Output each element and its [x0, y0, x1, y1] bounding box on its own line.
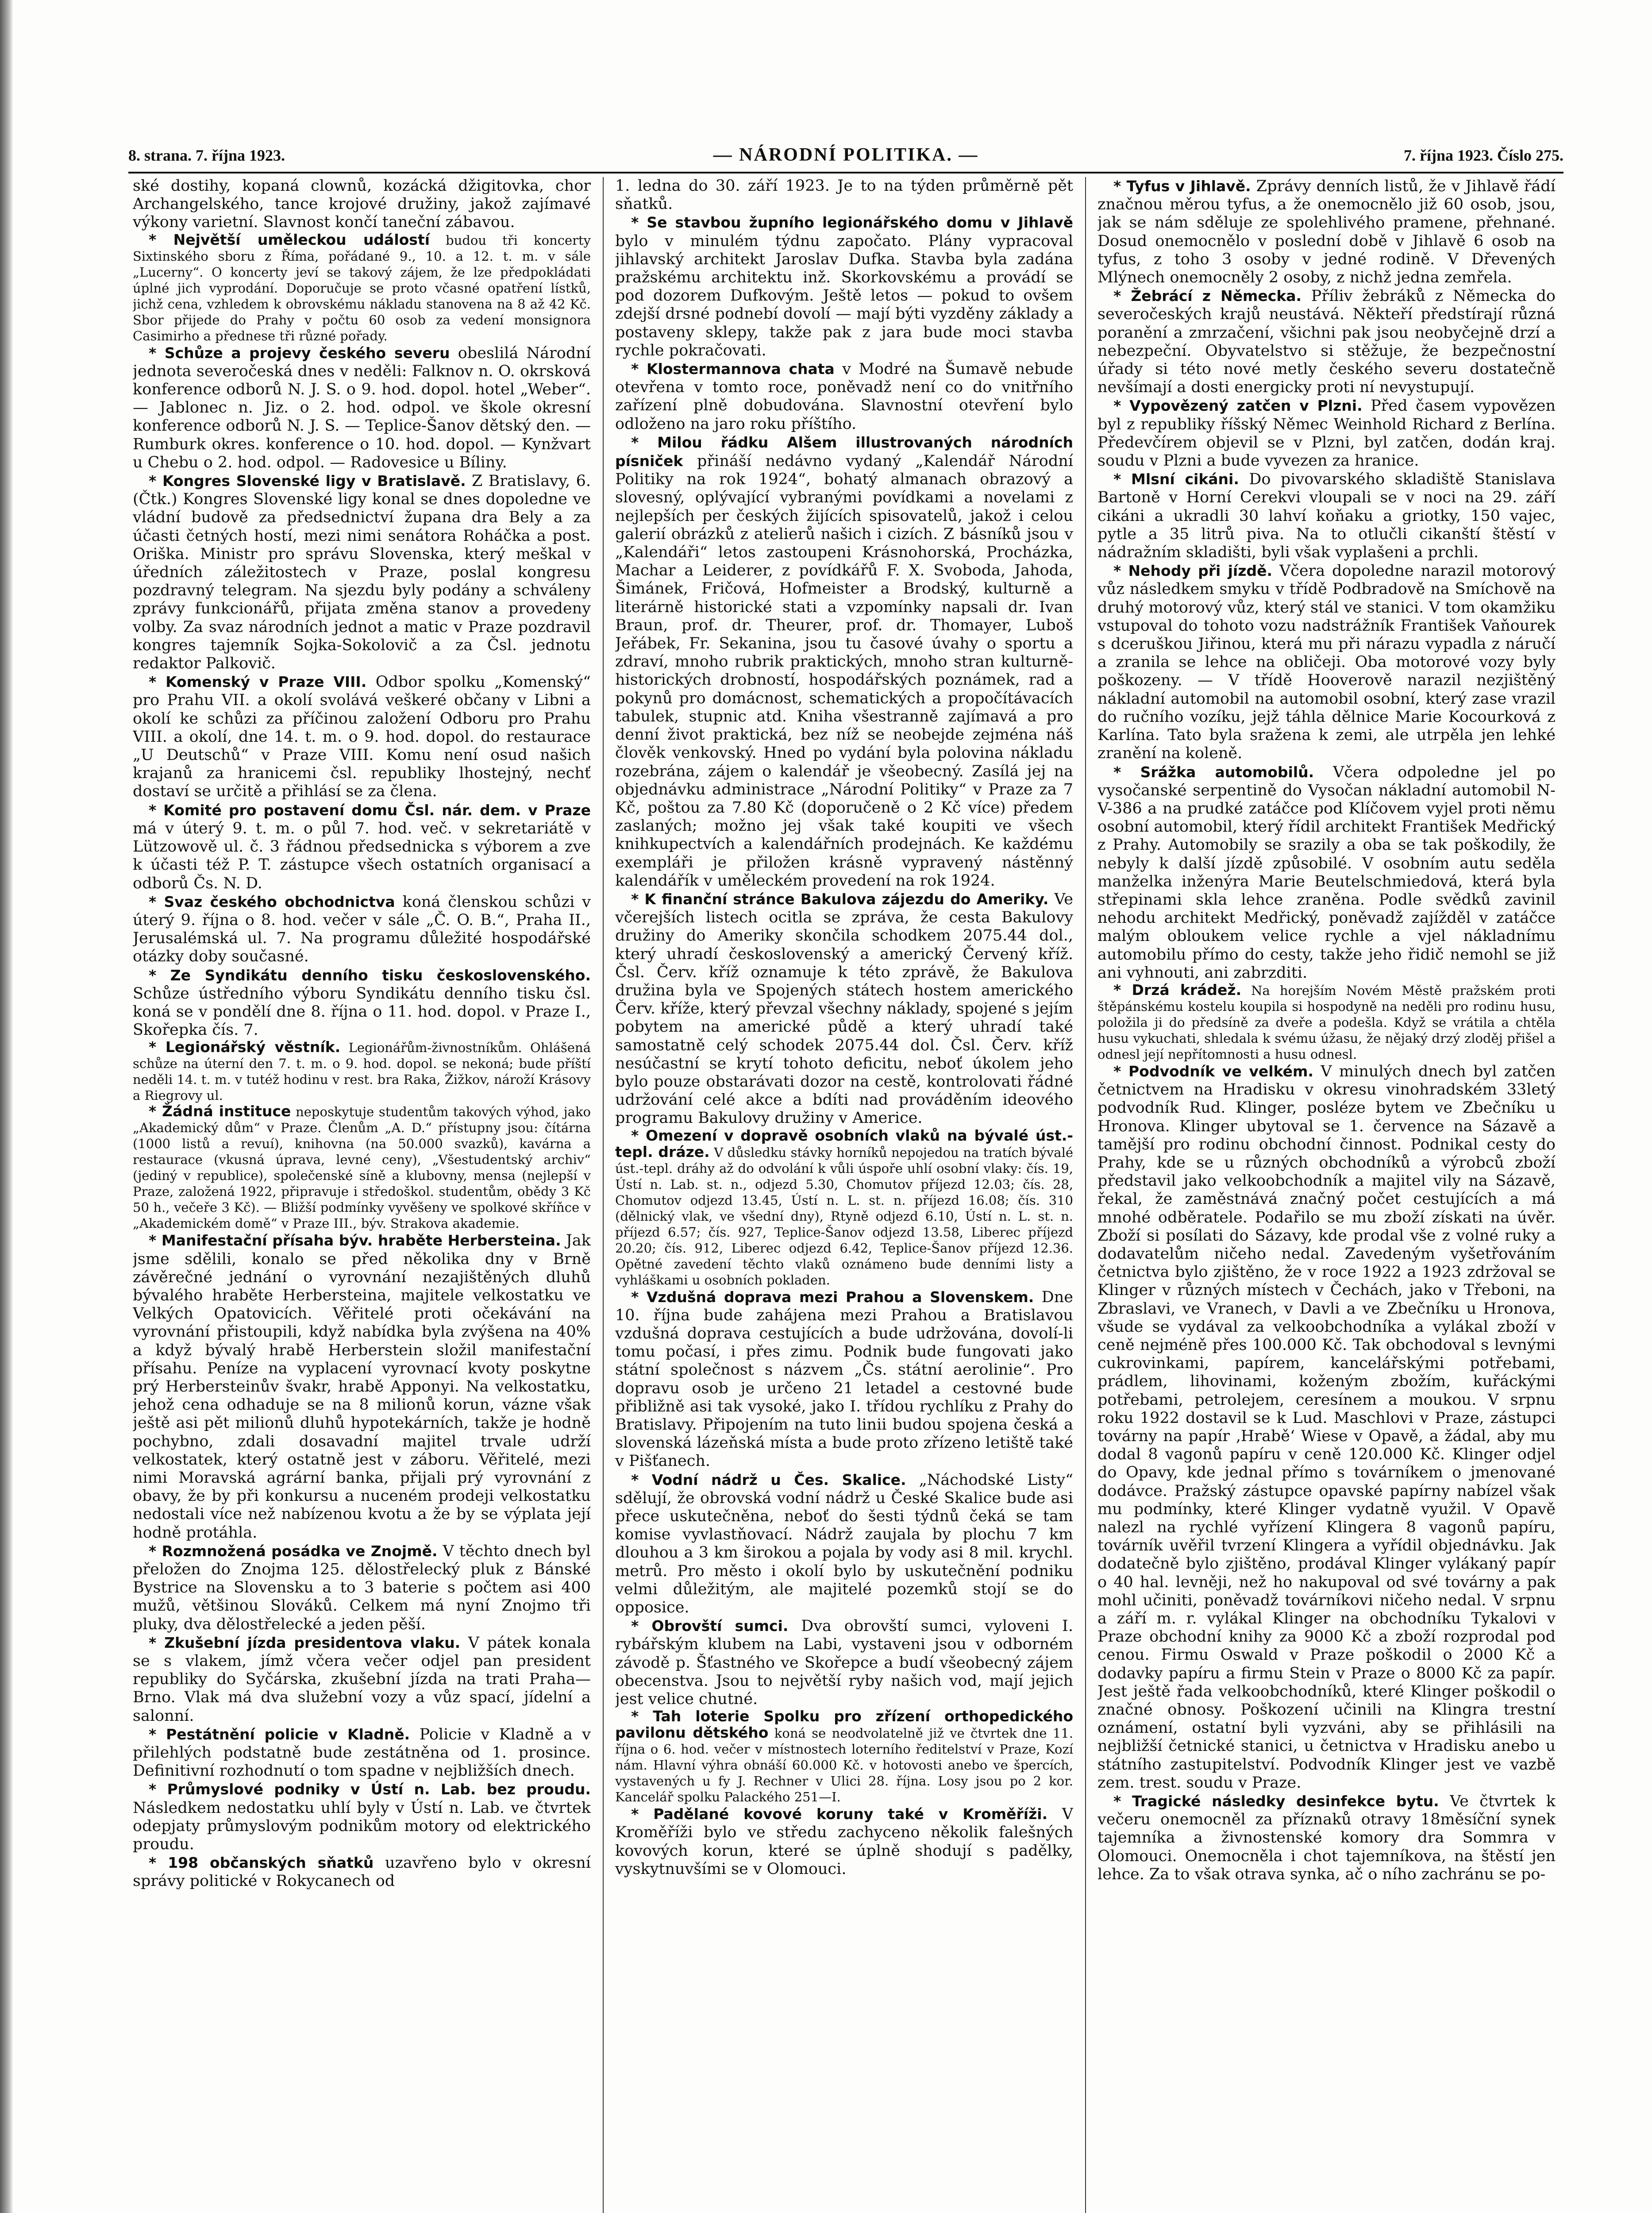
article: [1097, 982, 1556, 1062]
article-body: koná se neodvolatelně již ve čtvrtek dne 11. října o 6. hod. večer v místnostech loterního ředitelství v Praze, Kozí nám. Hlavní výhra obnáší 60.000 Kč. v hotovosti anebo ve špercích, vystavených u fy J. Rechner v Ulici 28. října. Losy jsou po 2 kor. Kancelář spolku Palackého 251—I.: [615, 1726, 1073, 1805]
article: [133, 1542, 591, 1634]
article: [133, 1103, 591, 1231]
article-heading: * Podvodník ve velkém.: [1113, 1062, 1313, 1080]
article: [615, 1128, 1073, 1288]
article: [615, 890, 1073, 1128]
article: [133, 1780, 591, 1854]
article-body: V Kroměříži bylo ve středu zachyceno několik falešných kovových korun, které se úplně shodují s padělky, vyskytnuvšími se v Olomouci.: [615, 1805, 1073, 1878]
article-heading: * Ze Syndikátu denního tisku československého.: [149, 966, 591, 984]
column-divider-1: [603, 177, 604, 2213]
article-body: Schůze ústředního výboru Syndikátu denního tisku čsl. koná se v pondělí dne 8. října o 11. hod. dopol. v Praze I., Skořepka čís. 7.: [133, 984, 591, 1039]
article-heading: * Komité pro postavení domu Čsl. nár. dem. v Praze: [149, 801, 591, 819]
article-body: Do pivovarského skladiště Stanislava Bartoně v Horní Cerekvi vloupali se v noci na 29. září cikáni a ukradli 30 lahví koňaku a griotky, 150 vajec, pytle a 35 litrů piva. Na to otlučli cikanští štěstí v nádražním skladišti, byli však vyplašeni a prchli.: [1097, 470, 1556, 562]
column-3: [1097, 177, 1556, 2213]
article-heading: * Tah loterie Spolku pro zřízení orthopedického pavilonu dětského: [615, 1708, 1073, 1742]
article-heading: * Komenský v Praze VIII.: [149, 673, 367, 691]
article-body: neposkytuje studentům takových výhod, jako „Akademický dům“ v Praze. Členům „A. D.“ přístupny jsou: čítárna (1000 listů a revuí), knihovna (na 50.000 svazků), kavárna a restaurace (vkusná úprava, levné ceny), „Všestudentský archiv“ (jediný v republice), společenské síně a klubovny, mensa (nejlepší v Praze, založená 1922, připravuje i středoškol. studentům, obědy 3 Kč 50 h., večeře 3 Kč). — Bližší podmínky vyvěšeny ve spolkové skříňce v „Akademickém domě“ v Praze III., býv. Strakova akademie.: [133, 1104, 591, 1231]
article-heading: * Vzdušná doprava mezi Prahou a Slovenskem.: [631, 1288, 1034, 1306]
article-heading: * Svaz českého obchodnictva: [149, 893, 395, 910]
article-body: Příliv žebráků z Německa do severočeských krajů neustává. Někteří předstírají různá poranění a zmrzačení, všichni pak jsou neobyčejně drzí a nebezpeční. Obyvatelstvo si stěžuje, že bezpečnostní úřady si této nové metly českého severu dostatečně nevšímají a dosti energicky proti ní nevystupují.: [1097, 287, 1556, 397]
article-heading: * Schůze a projevy českého severu: [149, 344, 450, 362]
article-body: 1. ledna do 30. září 1923. Je to na týden průměrně pět sňatků.: [615, 177, 1073, 213]
article-heading: * Tragické následky desinfekce bytu.: [1113, 1793, 1439, 1810]
article-heading: * Vypovězený zatčen v Plzni.: [1113, 397, 1363, 415]
article-heading: * Kongres Slovenské ligy v Bratislavě.: [149, 472, 466, 490]
article: [615, 177, 1073, 213]
page-header: [128, 141, 1563, 167]
article-heading: * Legionářský věstník.: [149, 1038, 341, 1056]
article-body: uzavřeno bylo v okresní správy politické v Rokycanech od: [133, 1854, 591, 1890]
article-body: „Náchodské Listy“ sdělují, že obrovská vodní nádrž u České Skalice bude asi přece uskutečněna, neboť do šesti týdnů čeká se tam komise vyvlastňovací. Nádrž zaujala by plochu 7 km dlouhou a 3 km širokou a pojala by vody asi 8 mil. krychl. metrů. Pro město i okolí bylo by uskutečnění podniku velmi důležitým, ale majitelé pozemků stojí se do opposice.: [615, 1471, 1073, 1617]
article-body: Před časem vypovězen byl z republiky říšský Němec Weinhold Richard z Berlína. Předevčírem objevil se v Plzni, byl zatčen, dodán kraj. soudu v Plzni a bude vyvezen za hranice.: [1097, 397, 1556, 470]
article: [615, 433, 1073, 890]
article: [1097, 397, 1556, 470]
article-heading: * Rozmnožená posádka ve Znojmě.: [149, 1542, 438, 1560]
article-body: bylo v minulém týdnu započato. Plány vypracoval jihlavský architekt Jaroslav Dufka. Stavba byla zadána pražskému architektu inž. Skorkovskému a provádí se pod dozorem Dufkovým. Ještě letos — pokud to ovšem zdejší drsné podnebí dovolí — mají býti vyzděny základy a postaveny sklepy, takže pak z jara bude moci stavba rychle pokračovati.: [615, 232, 1073, 359]
article: [133, 472, 591, 673]
article: [133, 1634, 591, 1725]
article-body: přináší nedávno vydaný „Kalendář Národní Politiky na rok 1924“, bohatý almanach obrazový a slovesný, oplývající vybranými povídkami a novelami z nejlepších per českých žijících spisovatelů, jakož i celou galerií obrázků z atelierů našich i cizích. Z básníků jsou v „Kalendáři“ letos zastoupeni Krásnohorská, Procházka, Machar a Leiderer, z povídkářů F. X. Svoboda, Jahoda, Šimánek, Fričová, Hofmeister a Brodský, kulturně a literárně historické stati a vzpomínky napsali dr. Ivan Braun, prof. dr. Theurer, prof. dr. Thomayer, Luboš Jeřábek, Fr. Sekanina, jsou tu časové úvahy o sportu a zdraví, mnoho rubrik praktických, mnoho stran kulturně-historických drobností, hospodářských poznámek, rad a pokynů pro domácnost, schematických a propočítávacích tabulek, stupnic atd. Kniha všestranně zajímavá a pro denní život praktická, bez níž se neobejde zejména náš člověk venkovský. Hned po vydání byla polovina nákladu rozebrána, zájem o kalendář je všeobecný. Zasílá jej na objednávku administrace „Národní Politiky“ v Praze za 7 Kč, poštou za 7.80 Kč (doporučeně o 2 Kč více) předem zaslaných; možno jej však také koupiti ve všech knihkupectvích a kalendářních prodejnách. Ke každému exempláři je přiložen krásně vypravený nástěnný kalendářík v uměleckém provedení na rok 1924.: [615, 452, 1073, 890]
article: [615, 1617, 1073, 1708]
scan-edge: [0, 0, 13, 2213]
article-body: Ve čtvrtek k večeru onemocněl za příznaků otravy 18měsíční synek tajemníka a živnostenské komory dra Sommra v Olomouci. Onemocněla i chot tajemníkova, na štěstí jen lehce. Za to však otrava synka, ač o ního zachránu se po-: [1097, 1793, 1556, 1883]
article-heading: * Omezení v dopravě osobních vlaků na bývalé úst.-tepl. dráze.: [615, 1126, 1073, 1160]
article-body: Na horejším Novém Městě pražském proti štěpánskému kostelu koupila si hospodyně na neděli pro rodinu husu, položila ji do předsíně za dveře a podešla. Když se vrátila a chtěla husu vykuchati, shledala k svému úžasu, že nějaký drzý zloděj přišel a odnesl její nepřítomnosti a husu odnesl.: [1097, 983, 1556, 1062]
article: [1097, 1792, 1556, 1884]
article-body: Odbor spolku „Komenský“ pro Prahu VII. a okolí svolává veškeré občany v Libni a okolí ke schůzi za příčinou založení Odboru pro Prahu VIII. a okolí, dne 14. t. m. o 9. hod. dopol. do restaurace „U Deutschů“ v Praze VIII. Komu není osud našich krajanů za hranicemi čsl. republiky lhostejný, nechť dostaví se určitě a přihlásí se za člena.: [133, 673, 591, 801]
header-date-issue: 7. října 1923. Číslo 275.: [1403, 147, 1563, 164]
article: [615, 360, 1073, 433]
article-body: Včera odpoledne jel po vysočanské serpentině do Vysočan nákladní automobil N-V-386 a na prudké zatáčce pod Klíčovem vyjel proti němu osobní automobil, který řídil architekt František Medřický z Prahy. Automobily se srazily a oba se tak poškodily, že nebyly k další jízdě způsobilé. V osobním autu seděla manželka inženýra Marie Beutelschmiedová, která byla střepinami skla lehce zraněna. Podle svědků zavinil nehodu architekt Medřický, poněvadž zajížděl v zatáčce malým obloukem velice rychle a vjel nákladnímu automobilu přímo do cesty, takže jeho řidič nemohl se již ani vyhnouti, ani zabrzditi.: [1097, 763, 1556, 982]
article-body: Jak jsme sdělili, konalo se před několika dny v Brně závěrečné jednání o vyrovnání nezajištěných dluhů bývalého hraběte Herbersteina, majitele velkostatku ve Velkých Opatovicích. Věřitelé proti očekávání na vyrovnání přistoupili, když nabídka byla zvýšena na 40% a když bývalý hrabě Herberstein složil manifestační přísahu. Peníze na vyplacení vyrovnací kvoty poskytne prý Herbersteinův švakr, hrabě Apponyi. Na velkostatku, jehož cena odhaduje se na 8 milionů korun, vázne však ještě asi pět milionů dluhů hypotekárních, takže je hodně pochybno, zdali dosavadní majitel trvale udrží velkostatek, který ostatně jest v záboru. Věřitelé, mezi nimi Moravská agrární banka, přijali prý vyrovnání z obavy, že by při konkursu a nuceném prodeji velkostatku nedostali více než nabízenou kvotu a že by se výplata její hodně protáhla.: [133, 1232, 591, 1542]
article-body: Legionářům-živnostníkům. Ohlášená schůze na úterní den 7. t. m. o 9. hod. dopol. se nekoná; bude příští neděli 14. t. m. v tutéž hodinu v rest. bra Raka, Žižkov, nároží Krásovy a Riegrovy ul.: [133, 1040, 591, 1103]
article-heading: * Padělané kovové koruny také v Kroměříži.: [631, 1805, 1048, 1823]
article-heading: * Klostermannova chata: [631, 360, 835, 378]
article-heading: * Se stavbou župního legionářského domu v Jihlavě: [631, 214, 1073, 231]
article-body: obeslilá Národní jednota severočeská dnes v neděli: Falknov n. O. okrsková konference odborů N. J. S. o 9. hod. dopol. hotel „Weber“. — Jablonec n. Jiz. o 2. hod. odpol. ve škole okresní konference odborů N. J. S. — Teplice-Šanov dětský den. — Rumburk okres. konference o 10. hod. dopol. — Kynžvart u Chebu o 2. hod. odpol. — Radovesice u Bíliny.: [133, 344, 591, 471]
article-body: koná členskou schůzi v úterý 9. října o 8. hod. večer v sále „Č. O. B.“, Praha II., Jerusalémská ul. 7. Na programu důležité hospodářské otázky doby současné.: [133, 893, 591, 966]
article-body: Dva obrovští sumci, vyloveni I. rybářským klubem na Labi, vystaveni jsou v odborném závodě p. Šťastného ve Skořepce a budí všeobecný zájem obecenstva. Jsou to největší ryby našich vod, mají jejich jest velice chutné.: [615, 1617, 1073, 1708]
article: [133, 177, 591, 232]
column-divider-2: [1085, 177, 1086, 2213]
article: [1097, 287, 1556, 397]
column-2: [615, 177, 1073, 2213]
article-heading: * Největší uměleckou událostí: [149, 231, 430, 248]
article-body: Včera dopoledne narazil motorový vůz následkem smyku v třídě Podbradově na Smíchově na druhý motorový vůz, který stál ve stanici. V tom okamžiku vstupoval do tohoto vozu nadstrážník František Vaňourek s dceruškou Jiřinou, která mu při nárazu vypadla z náručí a zranila se lehce na obličeji. Oba motorové vozy byly poškozeny. — V třídě Hooverově narazil nezjištěný nákladní automobil na automobil osobní, který zase vrazil do ručního vozíku, jejž táhla dělnice Marie Kocourková z Karlína. Tato byla sražena k zemi, ale utrpěla jen lehké zranění na koleně.: [1097, 562, 1556, 763]
article-body: Policie v Kladně a v přilehlých podstatně bude zestátněna od 1. prosince. Definitivní rozhodnutí o tom spadne v nejbližších dnech.: [133, 1725, 591, 1780]
article: [133, 1854, 591, 1890]
article-heading: * Průmyslové podniky v Ústí n. Lab. bez proudu.: [149, 1781, 591, 1798]
article-heading: * Drzá krádež.: [1113, 981, 1242, 999]
article: [133, 966, 591, 1040]
article: [615, 1288, 1073, 1471]
article-heading: * Zkušební jízda presidentova vlaku.: [149, 1634, 461, 1651]
article: [615, 1805, 1073, 1878]
article: [133, 344, 591, 472]
article-heading: * K finanční stránce Bakulova zájezdu do Ameriky.: [631, 890, 1049, 908]
header-page-date: 8. strana. 7. října 1923.: [128, 147, 285, 164]
article-heading: * Obrovští sumci.: [631, 1617, 789, 1635]
article: [133, 1725, 591, 1781]
article-body: v Modré na Šumavě nebude otevřena v tomto roce, poněvadž není co do vnitřního zařízení plně dobudována. Slavnostní otevření bylo odloženo na jaro roku příštího.: [615, 360, 1073, 433]
article-heading: * Žebrácí z Německa.: [1113, 287, 1302, 305]
article: [1097, 177, 1556, 287]
article: [133, 232, 591, 344]
article-heading: * Milou řádku Alšem illustrovaných národních písniček: [615, 433, 1073, 470]
article: [615, 213, 1073, 360]
article: [615, 1708, 1073, 1805]
article-body: ské dostihy, kopaná clownů, kozácká džigitovka, chor Archangelského, tance krojové družiny, jakož zajímavé výkony varietní. Slavnost končí taneční zábavou.: [133, 177, 591, 231]
article-body: Z Bratislavy, 6. (Čtk.) Kongres Slovenské ligy konal se dnes dopoledne ve vládní budově za předsednictví župana dra Bely a za účasti četných hostí, mezi nimi senátora Roháčka a post. Oriška. Ministr pro správu Slovenska, který meškal v úředních záležitostech v Praze, poslal kongresu pozdravný telegram. Na sjezdu byly podány a schváleny zprávy funkcionářů, přijata změna stanov a provedeny volby. Za svaz národních jednot a matic v Praze pozdravil kongres tajemník Sojka-Sokolovič a za Čsl. jednotu redaktor Palkovič.: [133, 472, 591, 673]
article: [1097, 470, 1556, 562]
article: [133, 673, 591, 801]
article-body: Zprávy denních listů, že v Jihlavě řádí značnou měrou tyfus, a že onemocnělo již 60 osob, jsou, jak se nám sděluje ze spolehlivého pramene, přehnané. Dosud onemocnělo v poslední době v Jihlavě 6 osob na tyfus, z toho 3 osoby v jedné rodině. V Dřevených Mlýnech onemocněly 2 osoby, z nichž jedna zemřela.: [1097, 177, 1556, 287]
article-body: V těchto dnech byl přeložen do Znojma 125. dělostřelecký pluk z Bánské Bystrice na Slovensku a to 3 baterie s počtem asi 400 mužů, většinou Slováků. Celkem má nyní Znojmo tři pluky, dva dělostřelecké a jeden pěší.: [133, 1542, 591, 1633]
header-rule: [128, 172, 1563, 173]
column-1: [133, 177, 591, 2213]
article-body: Ve včerejších listech ocitla se zpráva, že cesta Bakulovy družiny do Ameriky skončila schodkem 2075.44 dol., který uhradí československý a americký Červený kříž. Čsl. Červ. kříž oznamuje k této zprávě, že Bakulova družina byla ve Spojených státech hostem amerického Červ. kříže, který převzal všechny náklady, spojené s jejím pobytem na americké půdě a který uhradí také samostatně celý schodek 2075.44 dol. Čsl. Červ. kříž nesúčastní se krytí tohoto deficitu, neboť úkolem jeho bylo pouze obstarávati dozor na cestě, kontrolovati řádné udržování celé akce a bdíti nad prováděním ideového programu Bakulovy družiny v Americe.: [615, 890, 1073, 1127]
article: [1097, 562, 1556, 763]
article: [133, 1231, 591, 1542]
article-heading: * Mlsní cikáni.: [1113, 470, 1239, 488]
article-heading: * Manifestační přísaha býv. hraběte Herbersteina.: [149, 1232, 561, 1249]
masthead: — NÁRODNÍ POLITIKA. —: [713, 145, 979, 165]
article-body: V pátek konala se s vlakem, jímž včera večer odjel pan president republiky do Syčárska, zkušební jízda na trati Praha—Brno. Vlak má dva služební vozy a vůz spací, jídelní a salonní.: [133, 1634, 591, 1725]
article-heading: * Srážka automobilů.: [1113, 763, 1314, 781]
article-body: V minulých dnech byl zatčen četnictvem na Hradisku v okresu vinohradském 33letý podvodník Rud. Klinger, posléze bytem ve Zbečníku u Hronova. Klinger ubytoval se 1. července na Sázavě a tamější pro rodinu obchodní činnost. Podnikal cesty do Prahy, kde se u různých obchodníků a výrobců zboží představil jako velkoobchodník a majitel vily na Sázavě, řekal, že zaměstnává značný počet cestujících a má mnohé odběratele. Podařilo se mu zboží získati na úvěr. Zboží si posílati do Sázavy, kde prodal vše z volné ruky a dodavatelům ničeho nedal. Zavedeným vyšetřováním četnictva bylo zjištěno, že v roce 1922 a 1923 zdržoval se Klinger v různých místech v Čechách, jako v Třeboni, na Zbraslavi, ve Vranech, v Davli a ve Zbečníku u Hronova, všude se vydával za velkoobchodníka a vylákal zboží v ceně nejméně přes 100.000 Kč. Tak obchodoval s levnými cukrovinkami, papírem, kancelářskými potřebami, prádlem, lihovinami, koženým zbožím, kuřáckými potřebami, petrolejem, ceresínem a moukou. V srpnu roku 1922 dostavil se k Lud. Maschlovi v Praze, zástupci továrny na papír ‚Hrabě‘ Wiese v Opavě, a žádal, aby mu dodal 8 vagonů papíru v ceně 120.000 Kč. Klinger odjel do Opavy, kde jednal přímo s továrníkem o jmenované dodávce. Pražský zástupce opavské papírny nabízel však mu podmínky, které Klinger vydatně využil. V Opavě nalezl na rychlé vyřízení Klingera 8 vagonů papíru, továrník uvěřil tvrzení Klingera a vyřídil objednávku. Jak dodatečně bylo zjištěno, prodával Klinger vylákaný papír o 40 hal. levněji, než ho nakupoval od své továrny a pak mohl učiniti, poněvadž továrníkovi ničeho nedal. V srpnu a září m. r. vylákal Klinger na obchodníku Tykalovi v Praze obchodní knihy za 9000 Kč a zboží rozprodal pod cenou. Firmu Oswald v Praze poškodil o 2000 Kč a dodavky papíru a firmu Stein v Praze o 8000 Kč za papír. Jest ještě řada velkoobchodníků, které Klinger poškodil o značné obnosy. Poškození učinili na Klingra trestní oznámení, ostatní byli vyzváni, aby se přihlásili na nejbližší četnické stanici, u četnictva v Hradisku anebo u státního zastupitelství. Podvodník Klinger jest ve vazbě zem. trest. soudu v Praze.: [1097, 1062, 1556, 1792]
article-heading: * Nehody při jízdě.: [1113, 562, 1272, 580]
article-body: V důsledku stávky horníků nepojedou na tratích bývalé úst.-tepl. dráhy až do odvolání k vůli úspoře uhlí osobní vlaky: čís. 19, Ústí n. Lab. st. n., odjezd 5.30, Chomutov příjezd 12.03; čís. 28, Chomutov odjezd 13.45, Ústí n. L. st. n. příjezd 16.08; čís. 310 (dělnický vlak, ve všední dny), Rtyně odjezd 6.10, Ústí n. L. st. n. příjezd 6.57; čís. 927, Teplice-Šanov odjezd 13.58, Liberec příjezd 20.20; čís. 912, Liberec odjezd 6.42, Teplice-Šanov příjezd 12.36. Opětné zavedení těchto vlaků oznámeno bude denními listy a vyhláškami u osobních pokladen.: [615, 1145, 1073, 1288]
article-body: budou tři koncerty Sixtinského sboru z Říma, pořádané 9., 10. a 12. t. m. v sále „Lucerny“. O koncerty jeví se takový zájem, že lze předpokládati úplné jich vyprodání. Doporučuje se proto včasné opatření lístků, jichž cena, vzhledem k obrovskému nákladu stanovena na 8 až 42 Kč. Sbor přijede do Prahy v počtu 60 osob za vedení monsignora Casimirho a přednese tři různé pořady.: [133, 232, 591, 343]
article-heading: * Vodní nádrž u Čes. Skalice.: [631, 1471, 906, 1488]
article-body: Následkem nedostatku uhlí byly v Ústí n. Lab. ve čtvrtek odepjaty průmyslovým podnikům motory od elektrického proudu.: [133, 1799, 591, 1854]
article: [615, 1471, 1073, 1617]
article: [133, 893, 591, 966]
article-body: má v úterý 9. t. m. o půl 7. hod. več. v sekretariátě v Lützowově ul. č. 3 řádnou předsednicka s výborem a zve k účasti též P. T. zástupce všech ostatních organisací a odborů Čs. N. D.: [133, 819, 591, 892]
article-heading: * Pestátnění policie v Kladně.: [149, 1725, 410, 1743]
article-body: Dne 10. října bude zahájena mezi Prahou a Bratislavou vzdušná doprava cestujících a bude udržována, dovolí-li tomu počasí, i přes zimu. Podnik bude fungovati jako státní společnost s názvem „Čs. státní aerolinie“. Pro dopravu osob je určeno 21 letadel a cestovné bude přibližně asi tak vysoké, jako I. třídou rychlíku z Prahy do Bratislavy. Připojením na tuto linii budou spojena česká a slovenská lázeňská místa a bude proto zřízeno letiště také v Pišťanech.: [615, 1288, 1073, 1470]
article-heading: * Tyfus v Jihlavě.: [1113, 177, 1251, 195]
article: [1097, 763, 1556, 982]
article: [1097, 1062, 1556, 1792]
article-heading: * Žádná instituce: [149, 1103, 291, 1120]
article: [133, 801, 591, 893]
article: [133, 1039, 591, 1103]
article-heading: * 198 občanských sňatků: [149, 1854, 374, 1872]
